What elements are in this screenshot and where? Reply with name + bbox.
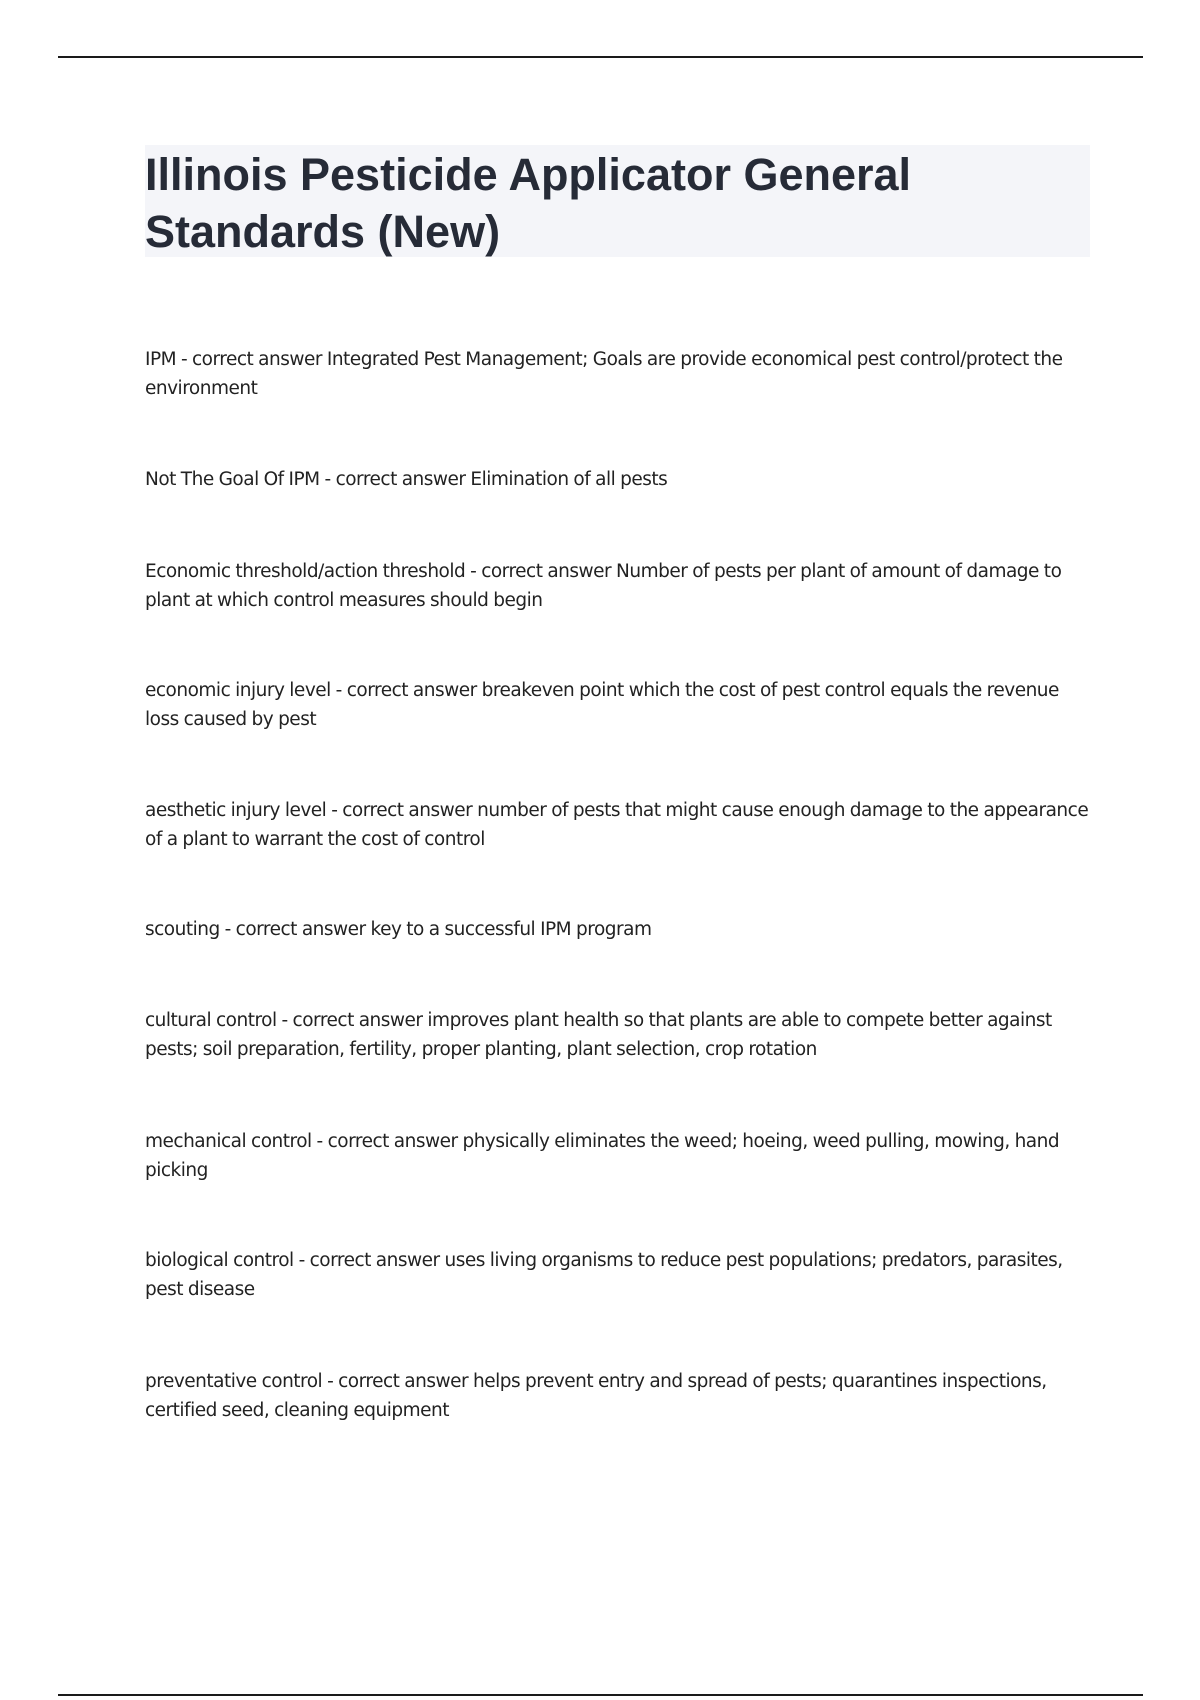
qa-item (145, 796, 1090, 915)
qa-separator: - (322, 1371, 339, 1392)
qa-answer-prefix: correct answer (327, 1131, 463, 1152)
qa-term: scouting (145, 919, 220, 940)
qa-answer-prefix: correct answer (309, 1250, 445, 1271)
qa-answer-prefix: correct answer (342, 800, 478, 821)
qa-item (145, 1367, 1090, 1447)
qa-term: economic injury level (145, 680, 331, 701)
qa-term: cultural control (145, 1010, 277, 1031)
qa-answer: Integrated Pest Management; Goals are provide economical pest control/protect the environment (145, 349, 1063, 399)
qa-separator: - (219, 919, 236, 940)
qa-item (145, 915, 1090, 1006)
qa-item (145, 1127, 1090, 1246)
qa-term: aesthetic injury level (145, 800, 327, 821)
qa-answer: uses living organisms to reduce pest populations; predators, parasites, pest disease (145, 1250, 1063, 1300)
qa-separator: - (176, 349, 193, 370)
qa-term: Not The Goal Of IPM (145, 469, 320, 490)
qa-answer: key to a successful IPM program (370, 919, 652, 940)
qa-answer-prefix: correct answer (338, 1371, 473, 1392)
qa-item (145, 1006, 1090, 1127)
qa-answer: helps prevent entry and spread of pests; quarantines inspections, certified seed, cleaning equipment (145, 1371, 1047, 1421)
qa-answer: improves plant health so that plants are able to compete better against pests; soil preparation, fertility, proper planting, plant selection, crop rotation (145, 1010, 1052, 1060)
qa-list (145, 345, 1090, 1447)
qa-answer-prefix: correct answer (235, 919, 371, 940)
page-title: Illinois Pesticide Applicator General Standards (New) (145, 149, 912, 257)
footer-rule (58, 1694, 1143, 1696)
qa-answer-prefix: correct answer (481, 561, 617, 582)
qa-item (145, 1246, 1090, 1367)
qa-separator: - (326, 800, 343, 821)
qa-answer: number of pests that might cause enough damage to the appearance of a plant to warrant the cost of control (145, 800, 1089, 850)
qa-answer: breakeven point which the cost of pest control equals the revenue loss caused by pest (145, 680, 1059, 730)
qa-answer-prefix: correct answer (192, 349, 327, 370)
qa-answer: Elimination of all pests (470, 469, 668, 490)
qa-term: preventative control (145, 1371, 323, 1392)
qa-item (145, 557, 1090, 676)
qa-answer: Number of pests per plant of amount of damage to plant at which control measures should begin (145, 561, 1062, 611)
qa-item (145, 676, 1090, 796)
qa-term: biological control (145, 1250, 294, 1271)
qa-item (145, 465, 1090, 557)
qa-separator: - (319, 469, 336, 490)
qa-term: Economic threshold/action threshold (145, 561, 466, 582)
qa-separator: - (276, 1010, 293, 1031)
qa-answer-prefix: correct answer (346, 680, 482, 701)
qa-term: IPM (145, 349, 177, 370)
qa-term: mechanical control (145, 1131, 312, 1152)
qa-item (145, 345, 1090, 465)
qa-separator: - (465, 561, 482, 582)
header-rule (58, 56, 1143, 58)
qa-separator: - (330, 680, 347, 701)
qa-separator: - (293, 1250, 310, 1271)
qa-separator: - (311, 1131, 328, 1152)
qa-answer-prefix: correct answer (292, 1010, 428, 1031)
qa-answer: physically eliminates the weed; hoeing, weed pulling, mowing, hand picking (145, 1131, 1060, 1181)
qa-answer-prefix: correct answer (335, 469, 471, 490)
